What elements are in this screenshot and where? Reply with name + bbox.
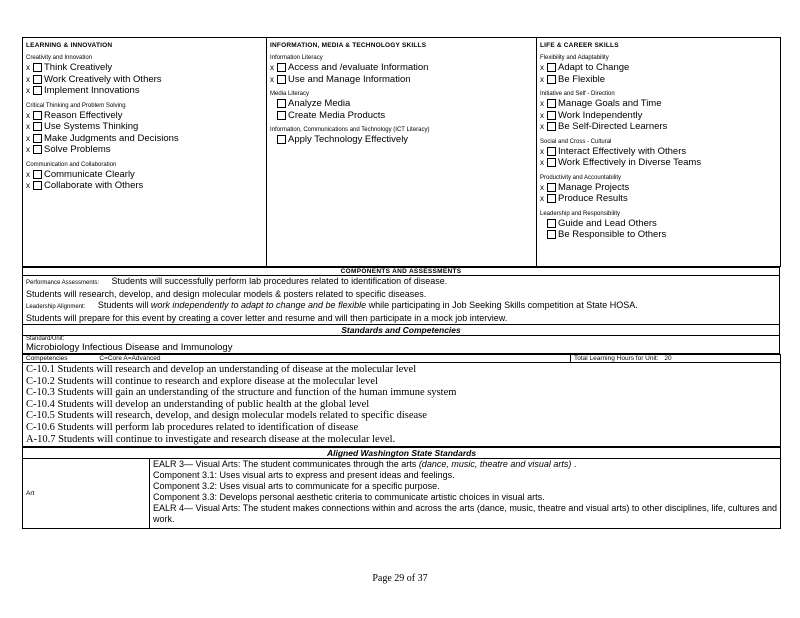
skill-item <box>540 157 777 169</box>
leadership-label: Leadership Alignment: <box>26 304 86 310</box>
skill-label: Implement Innovations <box>44 85 140 96</box>
skill-item <box>540 218 777 230</box>
skill-item <box>270 98 533 110</box>
standard-unit-value: Microbiology Infectious Disease and Immunology <box>26 342 233 353</box>
competency-item: C-10.2 Students will continue to research and explore disease at the molecular level <box>26 375 378 387</box>
skill-label: Manage Goals and Time <box>558 98 662 109</box>
checkbox[interactable] <box>33 181 42 190</box>
skill-label: Create Media Products <box>288 109 386 121</box>
prepare-line: Students will prepare for this event by creating a cover letter and resume and will then participate in a mock job interview. <box>26 313 508 323</box>
skill-item <box>540 193 777 205</box>
check-mark: x <box>540 63 544 72</box>
ealr-cell <box>150 459 781 529</box>
leadership-line <box>26 300 776 313</box>
checkbox[interactable] <box>33 63 42 72</box>
standard-unit-cell <box>23 336 780 354</box>
check-mark: x <box>26 181 30 190</box>
skill-label: Analyze Media <box>288 98 351 109</box>
page-footer: Page 29 of 37 <box>372 573 428 584</box>
checkbox[interactable] <box>277 111 286 120</box>
checkbox[interactable] <box>33 122 42 131</box>
checkbox[interactable] <box>33 134 42 143</box>
competency-item: C-10.1 Students will research and develop an understanding of disease at the molecular level <box>26 364 417 375</box>
skill-label: Work Creatively with Others <box>44 73 162 85</box>
skill-label: Use Systems Thinking <box>44 121 139 132</box>
check-mark: x <box>540 99 544 108</box>
competencies-table <box>22 354 781 447</box>
checkbox[interactable] <box>277 75 286 84</box>
skill-item <box>26 85 263 97</box>
skill-label: Communicate Clearly <box>44 168 135 180</box>
skill-group-title: Flexibility and Adaptability <box>540 55 609 61</box>
check-mark: x <box>540 74 544 84</box>
check-mark: x <box>26 63 30 72</box>
skill-item <box>270 62 533 74</box>
checkbox[interactable] <box>547 147 556 156</box>
components-body <box>23 276 780 325</box>
component-3-1: Component 3.1: Uses visual arts to express and present ideas and feelings. <box>153 470 455 481</box>
hours-label: Total Learning Hours for Unit: <box>574 355 659 362</box>
skill-label: Work Effectively in Diverse Teams <box>558 157 702 168</box>
research-line: Students will research, develop, and design molecular models & posters related to specific diseases. <box>26 289 427 299</box>
ealr3-italic: (dance, music, theatre and visual arts) <box>418 459 572 470</box>
competency-item: C-10.6 Students will perform lab procedures related to identification of disease <box>26 421 359 433</box>
skill-group-title: Leadership and Responsibility <box>540 210 621 217</box>
skill-group-title: Productivity and Accountability <box>540 174 622 181</box>
performance-text: Students will successfully perform lab procedures related to identification of disease. <box>111 276 448 286</box>
competency-item: C-10.3 Students will gain an understanding of the structure and function of the human immune system <box>26 387 457 399</box>
standard-unit-label: Standard/Unit: <box>26 336 65 342</box>
skill-label: Solve Problems <box>44 144 111 155</box>
performance-label: Performance Assessments: <box>26 280 100 286</box>
check-mark: x <box>26 169 30 179</box>
skill-item <box>26 169 263 181</box>
check-mark: x <box>26 74 30 84</box>
check-mark: x <box>26 145 30 154</box>
hours-cell <box>571 355 781 363</box>
life-career-column <box>537 38 781 267</box>
skill-item <box>270 134 533 146</box>
column-header: LIFE & CAREER SKILLS <box>540 42 619 49</box>
checkbox[interactable] <box>547 219 556 228</box>
checkbox[interactable] <box>33 75 42 84</box>
skill-label: Work Independently <box>558 109 643 121</box>
ealr3-text: EALR 3— Visual Arts: The student communicates through the arts <box>153 459 419 470</box>
checkbox[interactable] <box>33 145 42 154</box>
skill-group-title: Communication and Collaboration <box>26 161 117 168</box>
subject-cell: Art <box>23 459 150 529</box>
skill-item <box>540 62 777 74</box>
skill-group-title: Critical Thinking and Problem Solving <box>26 102 126 109</box>
skill-item <box>270 110 533 122</box>
skill-item <box>26 110 263 122</box>
checkbox[interactable] <box>547 63 556 72</box>
check-mark: x <box>540 110 544 120</box>
ealr3-line <box>153 459 777 470</box>
skill-item <box>270 74 533 86</box>
skill-item <box>540 74 777 86</box>
check-mark: x <box>540 122 544 131</box>
skill-label: Think Creatively <box>44 62 113 73</box>
skill-label: Be Responsible to Others <box>558 229 667 240</box>
skill-item <box>26 74 263 86</box>
check-mark: x <box>540 158 544 167</box>
checkbox[interactable] <box>277 135 286 144</box>
component-3-3: Component 3.3: Develops personal aesthetic criteria to communicate artistic choices in visual arts. <box>153 492 545 503</box>
checkbox[interactable] <box>547 194 556 203</box>
ealr4-line: EALR 4— Visual Arts: The student makes connections within and across the arts (dance, music, theatre and visual arts) to other disciplines, life, cultures and work. <box>153 503 777 525</box>
skill-group-title: Media Literacy <box>270 91 310 97</box>
skill-group-title: Information, Communications and Technology (ICT Literacy) <box>270 127 430 133</box>
check-mark: x <box>26 133 30 143</box>
hours-value: 20 <box>664 355 672 362</box>
skill-label: Apply Technology Effectively <box>288 134 409 145</box>
checkbox[interactable] <box>547 111 556 120</box>
skill-label: Be Flexible <box>558 73 605 85</box>
leadership-text-a: Students will <box>97 300 151 310</box>
checkbox[interactable] <box>277 99 286 108</box>
skill-item <box>540 121 777 133</box>
skill-group-title: Information Literacy <box>270 55 323 61</box>
column-header: INFORMATION, MEDIA & TECHNOLOGY SKILLS <box>270 42 427 49</box>
competency-list <box>23 363 781 447</box>
checkbox[interactable] <box>547 158 556 167</box>
competency-item: C-10.5 Students will research, develop, and design molecular models related to specific disease <box>26 410 427 422</box>
check-mark: x <box>540 146 544 156</box>
components-table <box>22 267 780 354</box>
check-mark: x <box>270 74 274 84</box>
standards-heading: Standards and Competencies <box>23 325 780 336</box>
check-mark: x <box>26 122 30 131</box>
skill-item <box>26 180 263 192</box>
information-media-technology-column <box>267 38 537 267</box>
skill-label: Interact Effectively with Others <box>558 145 687 157</box>
skill-item <box>26 121 263 133</box>
competencies-key: C=Core A=Advanced <box>99 355 161 362</box>
washington-heading: Aligned Washington State Standards <box>23 448 781 459</box>
competencies-label-cell <box>23 355 571 363</box>
competency-item: A-10.7 Students will continue to investigate and research disease at the molecular level. <box>26 433 396 445</box>
skill-item <box>540 146 777 158</box>
skill-item <box>540 182 777 194</box>
check-mark: x <box>540 194 544 203</box>
leadership-text-b: while participating in Job Seeking Skills competition at State HOSA. <box>366 300 638 310</box>
learning-innovation-column <box>23 38 267 267</box>
washington-table <box>22 447 781 529</box>
check-mark: x <box>26 86 30 95</box>
skill-item <box>540 229 777 241</box>
skill-group-title: Creativity and Innovation <box>26 55 93 61</box>
curriculum-sheet <box>22 37 780 529</box>
skill-label: Adapt to Change <box>558 62 630 73</box>
check-mark: x <box>540 182 544 192</box>
component-3-2: Component 3.2: Uses visual arts to communicate for a specific purpose. <box>153 481 440 492</box>
skill-label: Make Judgments and Decisions <box>44 132 179 144</box>
checkbox[interactable] <box>33 86 42 95</box>
checkbox[interactable] <box>547 75 556 84</box>
checkbox[interactable] <box>547 183 556 192</box>
skill-item <box>26 62 263 74</box>
skill-item <box>540 98 777 110</box>
leadership-text-italic: work independently to adapt to change and be flexible <box>150 300 367 310</box>
skill-label: Access and /evaluate Information <box>288 62 429 73</box>
skill-label: Manage Projects <box>558 181 630 193</box>
ealr3-end: . <box>571 459 577 470</box>
skills-table <box>22 37 781 267</box>
skill-label: Collaborate with Others <box>44 180 144 191</box>
competencies-label: Competencies <box>26 355 68 362</box>
skill-label: Produce Results <box>558 193 628 204</box>
skill-item <box>540 110 777 122</box>
checkbox[interactable] <box>547 99 556 108</box>
skill-label: Guide and Lead Others <box>558 217 657 229</box>
column-header: LEARNING & INNOVATION <box>26 42 113 49</box>
performance-line <box>26 276 776 289</box>
checkbox[interactable] <box>33 170 42 179</box>
checkbox[interactable] <box>277 63 286 72</box>
skill-label: Use and Manage Information <box>288 73 411 85</box>
checkbox[interactable] <box>33 111 42 120</box>
skill-group-title: Social and Cross - Cultural <box>540 138 612 145</box>
skill-label: Reason Effectively <box>44 109 123 121</box>
check-mark: x <box>270 63 274 72</box>
checkbox[interactable] <box>547 122 556 131</box>
competency-item: C-10.4 Students will develop an understanding of public health at the global level <box>26 398 370 410</box>
checkbox[interactable] <box>547 230 556 239</box>
skill-item <box>26 144 263 156</box>
skill-label: Be Self-Directed Learners <box>558 121 668 132</box>
skill-group-title: Initiative and Self - Direction <box>540 91 615 97</box>
check-mark: x <box>26 110 30 120</box>
components-heading: COMPONENTS AND ASSESSMENTS <box>23 268 780 276</box>
skill-item <box>26 133 263 145</box>
